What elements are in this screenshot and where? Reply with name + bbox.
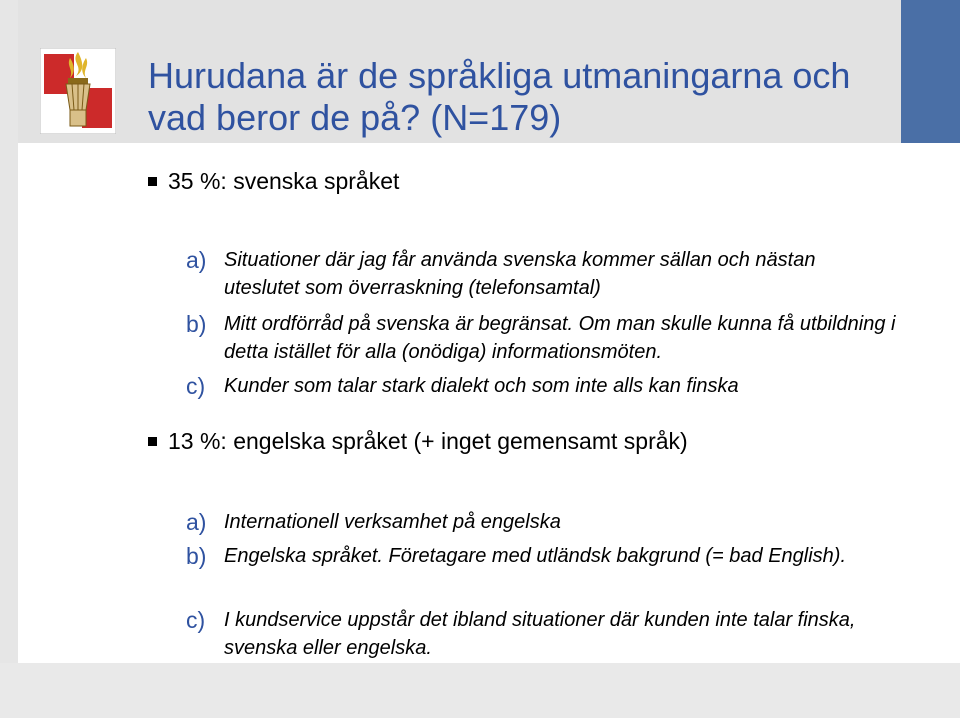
item-letter: a) [186,247,207,273]
list-item [186,508,896,536]
item-text: Engelska språket. Företagare med utländsk bakgrund (= bad English). [224,545,847,567]
bullet-text: 13 %: engelska språket (+ inget gemensamt språk) [168,428,688,454]
item-letter: b) [186,543,207,569]
item-letter: c) [186,607,206,633]
list-item [186,372,896,400]
title-line-2: vad beror de på? (N=179) [148,97,562,138]
footer-bar [0,663,960,718]
item-letter: b) [186,311,207,337]
item-text: Kunder som talar stark dialekt och som inte alls kan finska [224,375,739,397]
bullet-text: 35 %: svenska språket [168,168,400,194]
item-text: Situationer där jag får använda svenska kommer sällan och nästan uteslutet som överraskning (telefonsamtal) [224,249,816,299]
list-item [186,246,896,302]
torch-emblem-icon [40,48,116,134]
item-letter: a) [186,509,207,535]
left-strip [0,0,18,718]
list-item [186,310,896,366]
list-item [186,542,896,570]
item-text: Internationell verksamhet på engelska [224,511,561,533]
item-text: Mitt ordförråd på svenska är begränsat. Om man skulle kunna få utbildning i detta istället för alla (onödiga) informationsmöten. [224,313,896,363]
bullet-square-icon [148,177,157,186]
item-text: I kundservice uppstår det ibland situationer där kunden inte talar finska, svenska eller engelska. [224,609,856,659]
bullet-square-icon [148,437,157,446]
item-letter: c) [186,373,206,399]
accent-block [901,0,960,143]
title-line-1: Hurudana är de språkliga utmaningarna och [148,55,851,96]
bullet-english [148,428,688,455]
list-item [186,606,896,662]
slide-title [148,55,888,139]
bullet-swedish [148,168,399,195]
